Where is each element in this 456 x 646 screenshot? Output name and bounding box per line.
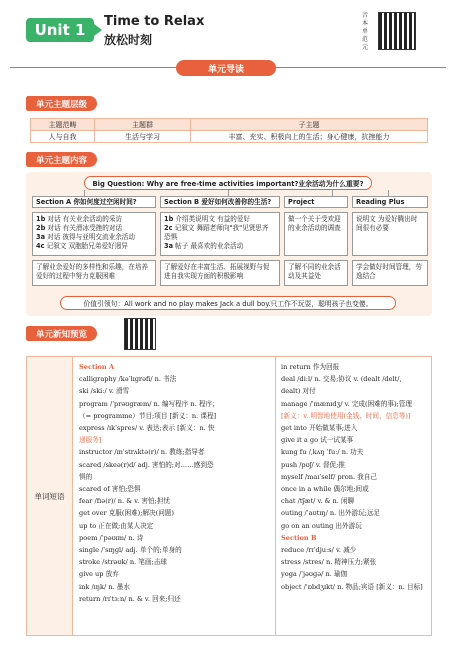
section-a-line: 4c 记叙文 双胞胎兄弟爱好迥异 [36,242,128,250]
vocab-entry: give it a go 试一试某事 [281,436,354,445]
vocab-entry: go on an outing 出外游玩 [281,521,362,530]
unit-title-en: Time to Relax [104,14,205,29]
vocab-entry: scared /skeə(r)d/ adj. 害怕的;对……感到恐 [79,460,214,469]
qr-label: 本 [362,20,369,27]
table-header-row [31,119,428,131]
vocab-qr-code-icon[interactable] [124,318,156,350]
section-a-line: 1b 对话 有关业余活动的采访 [36,215,123,223]
vocab-label: 单词短语 [27,357,73,635]
section-b-head: Section B 爱好如何改善你的生活? [160,196,280,208]
vocab-entry: ink /ɪŋk/ n. 墨水 [79,582,130,591]
vocab-entry: push /pʊʃ/ v. 督促;推 [281,460,345,469]
theme-table [30,118,428,143]
section-a-activities [32,212,156,256]
vocab-entry: get over 克服(困难);解决(问题) [79,509,174,518]
vocab-entry: manage /ˈmænɪdʒ/ v. 完成(困难的事);管理 [281,399,412,408]
vocab-entry: 惧的 [79,472,93,481]
project-body: 做一个关于受欢迎的业余活动的调查 [284,212,348,256]
qr-code-icon[interactable] [378,12,416,50]
vocab-entry: return /rɪˈtɜːn/ n. & v. 回来;归还 [79,594,181,603]
vocab-column-left [79,361,219,605]
qr-label: 范 [362,36,369,43]
table-header: 子主题 [191,119,428,131]
vocab-entry: myself /maɪˈself/ pron. 我自己 [281,472,377,481]
guide-title: 单元导读 [176,60,276,76]
table-row [31,131,428,143]
vocab-entry: program /ˈprəʊɡræm/ n. 编写程序 n. 程序； [79,399,219,408]
vocab-entry: 递服务] [79,436,102,445]
vocab-entry: calligraphy /kəˈlɪɡrəfi/ n. 书法 [79,375,177,384]
vocab-column-right [281,361,423,593]
table-cell: 人与自我 [31,131,95,143]
section-b-summary: 了解爱好在丰富生活、拓展视野与促进自我实现方面的积极影响 [160,260,280,286]
vocab-entry: get into 开始做某事;进入 [281,424,358,433]
section-b-line: 3a 帖子 最喜欢的业余活动 [164,242,244,250]
section-b-line: 恐惧 [164,233,178,241]
vocab-entry: stroke /strəʊk/ n. 笔画;击球 [79,558,167,567]
vocab-entry: fear /fɪə(r)/ n. & v. 害怕;担忧 [79,497,170,506]
vocab-entry: object /ˈɒbdʒɪkt/ n. 物品;宾语 [新义：n. 目标] [281,582,423,591]
qr-label: 音 [362,12,369,19]
table-cell: 丰富、充实、积极向上的生活；身心健康，抗挫能力 [191,131,428,143]
vocab-entry: （= programme）节目;项目 [新义：n. 课程] [79,411,217,420]
section-b-line: 1b 介绍类说明文 有益的爱好 [164,215,251,223]
section-a-line: 3a 对话 彼得与亚明交流业余活动 [36,233,135,241]
vocab-entry: dealt) 对付 [281,387,316,396]
section-a-summary: 了解业余爱好的多样性和乐趣，在培养爱好的过程中努力克服困难 [32,260,156,286]
vocab-entry: poem /ˈpəʊɪm/ n. 诗 [79,533,144,542]
reading-plus-summary: 学会做好时间管理，劳逸结合 [352,260,428,286]
section-b-line: 2c 记叙文 舞蹈老师向"我"见贤思齐 [164,224,269,232]
table-header: 主题群 [95,119,191,131]
project-head: Project [284,196,348,208]
vocab-entry: in return 作为回报 [281,363,340,371]
reading-plus-body: 说明文 为爱好腾出时间很有必要 [352,212,428,256]
section-a-head: Section A 你如何度过空闲时间? [32,196,156,208]
big-question: Big Question: Why are free-time activities important?业余活动为什么重要? [84,176,372,190]
section-title-vocab-preview: 单元新知预览 [26,326,97,341]
vocab-entry: stress /stres/ n. 精神压力;紧张 [281,558,377,567]
vocab-entry: instructor /ɪnˈstrʌktə(r)/ n. 教练;指导者 [79,448,205,457]
vocab-entry: single /ˈsɪŋɡl/ adj. 单个的;单身的 [79,546,182,555]
unit-badge: Unit 1 [26,18,94,42]
table-header: 主题范畴 [31,119,95,131]
section-title-theme-level: 单元主题层级 [26,96,97,111]
vocab-entry: once in a while 偶尔地;间或 [281,485,369,494]
vocab-entry: yoga /ˈjəʊɡə/ n. 瑜伽 [281,570,348,579]
vocab-entry: chat /tʃæt/ v. & n. 闲聊 [281,497,355,506]
vocab-entry: express /ɪkˈspres/ v. 表达;表示 [新义：n. 快 [79,424,215,433]
vocab-entry: up to 正在做;由某人决定 [79,521,154,530]
project-summary: 了解不同的业余活动及其益处 [284,260,348,286]
vocab-entry: [新义：v. 明智地使用(金钱、时间、信息等)] [281,411,411,420]
section-b-activities [160,212,280,256]
vocab-table [26,356,432,636]
vocab-entry: deal /diːl/ n. 交易;协议 v. (dealt /delt/, [281,375,402,384]
vocab-divider [275,357,276,635]
vocab-entry: scared of 害怕;恐惧 [79,485,141,494]
section-title-theme-content: 单元主题内容 [26,152,97,167]
vocab-entry: kung fu /ˌkʌŋ ˈfuː/ n. 功夫 [281,448,364,457]
vocab-entry: reduce /rɪˈdjuːs/ v. 减少 [281,546,357,555]
vocab-entry: ski /skiː/ v. 滑雪 [79,387,130,396]
section-a-line: 2b 对话 有关滑冰受挫的对话 [36,224,123,232]
unit-title-cn: 放松时刻 [104,33,153,47]
value-quote: 价值引领句：All work and no play makes Jack a dull boy.只工作不玩耍，聪明孩子也变傻。 [60,296,396,310]
vocab-entry: Section B [281,533,317,542]
table-cell: 生活与学习 [95,131,191,143]
page-header [0,0,456,54]
vocab-entry: give up 放弃 [79,570,119,579]
qr-labels [362,12,376,51]
qr-label: 单 [362,28,369,35]
qr-label: 元 [362,44,369,51]
vocab-entry: Section A [79,363,115,371]
reading-plus-head: Reading Plus [352,196,428,208]
vocab-entry: outing /ˈaʊtɪŋ/ n. 出外游玩;远足 [281,509,381,518]
